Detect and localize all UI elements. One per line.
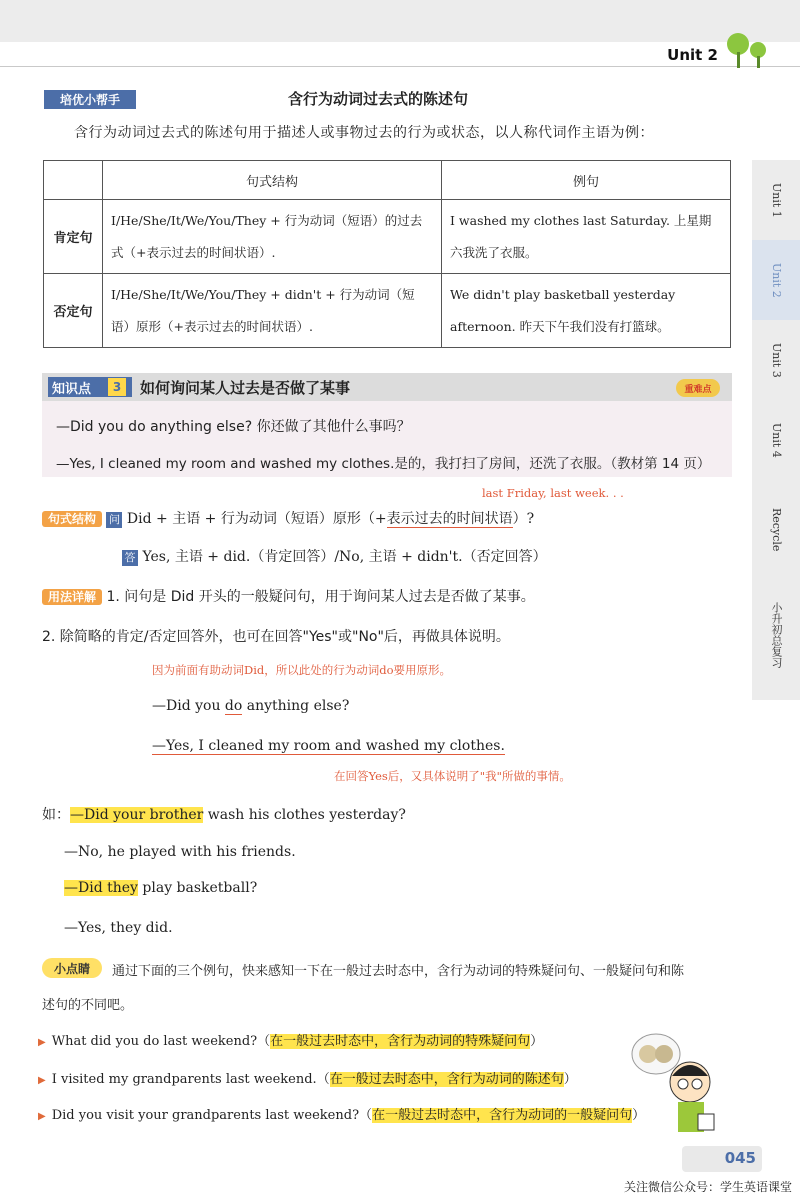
structure-question-text-underlined: 表示过去的时间状语 — [386, 511, 513, 527]
table-header-structure: 句式结构 — [103, 161, 442, 200]
tip-item-2-note: 在一般过去时态中，含行为动词的陈述句 — [329, 1072, 564, 1087]
tip-item-3: ▶ Did you visit your grandparents last weekend?（在一般过去时态中，含行为动词的一般疑问句） — [38, 1108, 646, 1123]
example-line-4: —Yes, they did. — [64, 920, 173, 936]
question-mark-badge: 问 — [106, 512, 122, 528]
table-header-empty — [44, 161, 103, 200]
example-line-1-rest: wash his clothes yesterday? — [203, 807, 406, 823]
bullet-icon: ▶ — [38, 1075, 46, 1086]
cartoon-boy-illustration — [628, 1032, 728, 1144]
tip-item-1: ▶ What did you do last weekend?（在一般过去时态中，含行为动词的特殊疑问句） — [38, 1034, 544, 1049]
structure-answer-line — [122, 546, 547, 566]
tree-icon — [722, 30, 770, 70]
sentence-structure-table — [43, 160, 731, 348]
bullet-icon: ▶ — [38, 1111, 46, 1122]
example-line-1 — [42, 804, 406, 824]
difficulty-badge: 重难点 — [676, 379, 720, 397]
knowledge-title: 如何询问某人过去是否做了某事 — [140, 379, 351, 397]
tip-text-line-2: 述句的不同吧。 — [42, 998, 134, 1013]
usage-label: 用法详解 — [42, 589, 102, 605]
tip-item-1-sentence: What did you do last weekend? — [51, 1034, 258, 1049]
table-cell-negative-example: We didn't play basketball yesterday afternoon. 昨天下午我们没有打篮球。 — [442, 274, 731, 348]
structure-label: 句式结构 — [42, 511, 102, 527]
tip-item-2: ▶ I visited my grandparents last weekend.（在一般过去时态中，含行为动词的陈述句） — [38, 1072, 577, 1087]
helper-title: 含行为动词过去式的陈述句 — [288, 90, 469, 108]
table-cell-affirmative-structure: I/He/She/It/We/You/They + 行为动词（短语）的过去式（+表示过去的时间状语）. — [103, 200, 442, 274]
example-prefix: 如： — [42, 807, 70, 823]
structure-answer-text: Yes, 主语 + did.（肯定回答）/No, 主语 + didn't.（否定回答） — [142, 549, 547, 565]
example-line-1-highlight: —Did your brother — [70, 807, 204, 823]
usage-point-1: 1. 问句是 Did 开头的一般疑问句，用于询问某人过去是否做了某事。 — [106, 589, 535, 605]
header-divider — [0, 66, 800, 67]
tip-item-1-note: 在一般过去时态中，含行为动词的特殊疑问句 — [270, 1034, 531, 1049]
side-tab-recycle[interactable]: Recycle — [770, 508, 783, 552]
side-tab-review[interactable]: 小升初总复习 — [770, 602, 783, 668]
helper-badge: 培优小帮手 — [44, 90, 136, 109]
tip-item-2-sentence: I visited my grandparents last weekend. — [51, 1072, 317, 1087]
table-cell-affirmative-example: I washed my clothes last Saturday. 上星期六我洗了衣服。 — [442, 200, 731, 274]
helper-intro: 含行为动词过去式的陈述句用于描述人或事物过去的行为或状态，以人称代词作主语为例： — [74, 125, 654, 141]
table-header-example: 例句 — [442, 161, 731, 200]
tip-item-3-sentence: Did you visit your grandparents last weekend? — [51, 1108, 360, 1123]
usage-note-explanation: 在回答Yes后，又具体说明了"我"所做的事情。 — [334, 769, 571, 783]
example-line-3-rest: play basketball? — [137, 880, 258, 896]
page-number-box — [682, 1146, 762, 1172]
side-tab-unit3[interactable]: Unit 3 — [770, 342, 783, 378]
side-tab-unit4[interactable]: Unit 4 — [770, 422, 783, 458]
structure-question-line — [42, 508, 534, 528]
usage-point-2: 2. 除简略的肯定/否定回答外，也可在回答"Yes"或"No"后，再做具体说明。 — [42, 629, 510, 645]
unit-title: Unit 2 — [667, 46, 718, 64]
bullet-icon: ▶ — [38, 1037, 46, 1048]
table-cell-negative-structure: I/He/She/It/We/You/They + didn't + 行为动词（短语）原形（+表示过去的时间状语）. — [103, 274, 442, 348]
tip-text-line-1: 通过下面的三个例句，快来感知一下在一般过去时态中，含行为动词的特殊疑问句、一般疑问句和陈 — [112, 964, 685, 979]
unit-side-tabs — [752, 160, 800, 700]
side-tab-unit1[interactable]: Unit 1 — [770, 182, 783, 218]
usage-example-answer: —Yes, I cleaned my room and washed my clothes. — [152, 738, 505, 754]
usage-example-question — [152, 698, 349, 714]
knowledge-line-2: —Yes, I cleaned my room and washed my clothes.是的，我打扫了房间，还洗了衣服。（教材第 14 页） — [56, 456, 711, 472]
side-tab-unit2[interactable]: Unit 2 — [752, 240, 800, 320]
usage-example-question-a: —Did you — [152, 698, 225, 714]
usage-example-question-do: do — [224, 698, 243, 714]
time-adverbial-note: last Friday, last week. . . — [482, 486, 624, 500]
example-line-3-highlight: —Did they — [64, 880, 138, 896]
table-row-head-negative: 否定句 — [44, 274, 103, 348]
example-line-2: —No, he played with his friends. — [64, 844, 296, 860]
answer-mark-badge: 答 — [122, 550, 138, 566]
usage-note-base-form: 因为前面有助动词Did，所以此处的行为动词do要用原形。 — [152, 663, 452, 677]
knowledge-line-1: —Did you do anything else? 你还做了其他什么事吗？ — [56, 419, 411, 435]
page-number: 045 — [724, 1149, 756, 1167]
knowledge-badge: 知识点 — [48, 377, 132, 397]
example-line-3 — [64, 880, 257, 896]
usage-line-1 — [42, 586, 535, 606]
knowledge-number: 3 — [108, 378, 126, 396]
footer-wechat: 关注微信公众号：学生英语课堂 — [623, 1180, 792, 1194]
structure-question-text-a: Did + 主语 + 行为动词（短语）原形（+ — [126, 511, 387, 527]
usage-example-question-b: anything else? — [242, 698, 350, 714]
table-row-head-affirmative: 肯定句 — [44, 200, 103, 274]
structure-question-text-b: ）? — [512, 511, 535, 527]
top-margin-band — [0, 0, 800, 42]
tip-badge: 小点睛 — [42, 958, 102, 978]
tip-item-3-note: 在一般过去时态中，含行为动词的一般疑问句 — [372, 1108, 633, 1123]
